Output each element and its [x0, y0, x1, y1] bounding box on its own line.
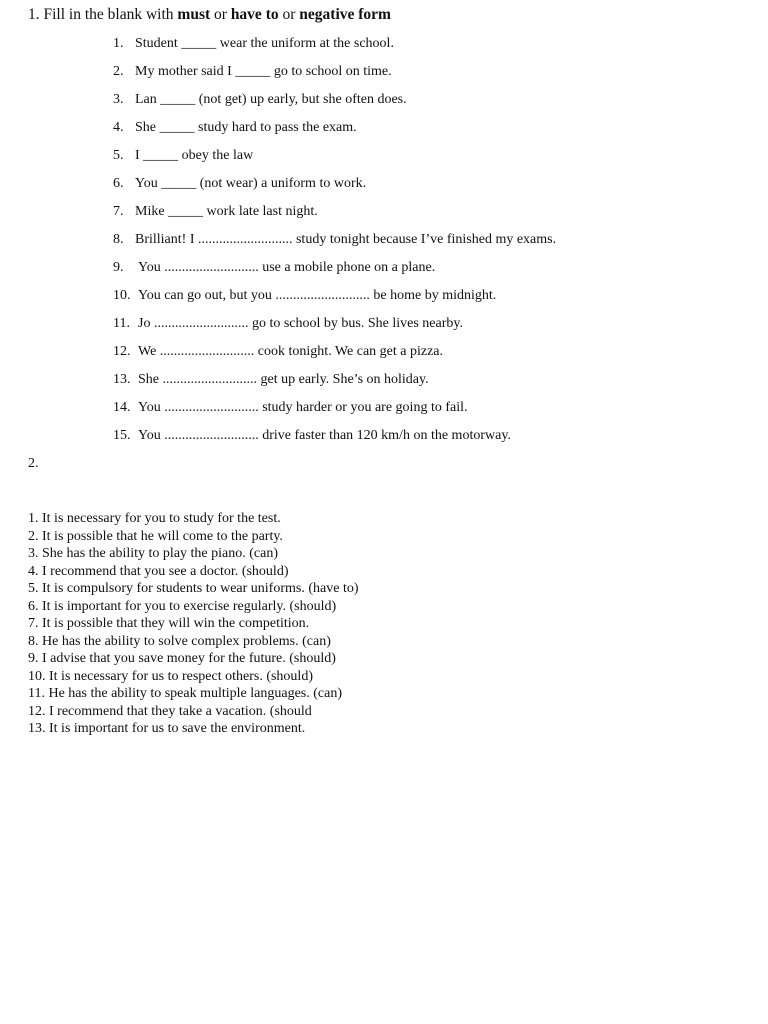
- item-number: 11.: [113, 316, 130, 331]
- list-item: [113, 426, 753, 454]
- item-number: 3.: [113, 92, 124, 107]
- list-item: 13. It is important for us to save the environment.: [28, 721, 306, 736]
- heading-separator-2: or: [278, 6, 300, 23]
- item-number: 9.: [113, 260, 124, 275]
- list-item: [113, 174, 753, 202]
- list-item: [113, 62, 753, 90]
- item-number: 1.: [113, 36, 124, 51]
- item-text: Lan _____ (not get) up early, but she often does.: [135, 92, 407, 107]
- heading-word-must: must: [177, 6, 211, 23]
- list-item: [113, 342, 753, 370]
- list-item: 9. I advise that you save money for the future. (should): [28, 651, 336, 666]
- list-item: 11. He has the ability to speak multiple languages. (can): [28, 686, 343, 701]
- item-number: 12.: [113, 344, 131, 359]
- list-item: 7. It is possible that they will win the competition.: [28, 616, 310, 631]
- list-item: 6. It is important for you to exercise regularly. (should): [28, 598, 337, 614]
- list-item: [113, 314, 753, 342]
- item-number: 7.: [113, 204, 124, 219]
- item-number: 4.: [113, 120, 124, 135]
- item-text: You ........................... study harder or you are going to fail.: [138, 400, 468, 415]
- list-item: [113, 34, 753, 62]
- list-item: 10. It is necessary for us to respect others. (should): [28, 668, 313, 684]
- item-text: You can go out, but you ........................... be home by midnight.: [138, 288, 497, 303]
- list-item: 12. I recommend that they take a vacation. (should: [28, 703, 312, 719]
- heading-separator-1: or: [210, 6, 231, 23]
- item-text: Student _____ wear the uniform at the school.: [135, 36, 394, 51]
- item-number: 8.: [113, 232, 124, 247]
- list-item: 2. It is possible that he will come to the party.: [28, 528, 283, 544]
- item-text: She _____ study hard to pass the exam.: [135, 120, 357, 135]
- heading-word-have-to: have to: [230, 6, 279, 23]
- item-text: You ........................... use a mobile phone on a plane.: [138, 260, 436, 275]
- list-item: [113, 230, 753, 258]
- item-text: I _____ obey the law: [135, 148, 254, 163]
- item-text: Jo ........................... go to school by bus. She lives nearby.: [138, 316, 463, 331]
- list-item: [113, 118, 753, 146]
- item-number: 2.: [113, 64, 124, 79]
- item-number: 13.: [113, 372, 131, 387]
- item-number: 5.: [113, 148, 124, 163]
- exercise-2-label: 2.: [28, 456, 39, 471]
- list-item: 4. I recommend that you see a doctor. (should): [28, 563, 289, 579]
- list-item: 8. He has the ability to solve complex problems. (can): [28, 633, 331, 649]
- list-item: [113, 370, 753, 398]
- list-item: [113, 90, 753, 118]
- list-item: [113, 146, 753, 174]
- list-item: [113, 202, 753, 230]
- item-text: We ........................... cook tonight. We can get a pizza.: [138, 344, 444, 359]
- item-text: She ........................... get up early. She’s on holiday.: [138, 372, 429, 387]
- list-item: [113, 398, 753, 426]
- heading-word-negative-form: negative form: [299, 6, 391, 23]
- item-text: You _____ (not wear) a uniform to work.: [135, 176, 367, 191]
- item-text: Mike _____ work late last night.: [135, 204, 318, 219]
- item-number: 15.: [113, 428, 131, 443]
- list-item: [113, 258, 753, 286]
- exercise-2-list: [28, 510, 748, 738]
- item-text: My mother said I _____ go to school on time.: [135, 64, 392, 79]
- list-item: [113, 286, 753, 314]
- item-text: Brilliant! I ........................... study tonight because I’ve finished my exams.: [135, 232, 557, 247]
- item-number: 6.: [113, 176, 124, 191]
- heading-prefix: 1. Fill in the blank with: [28, 6, 178, 23]
- item-text: You ........................... drive faster than 120 km/h on the motorway.: [138, 428, 511, 443]
- exercise-1-heading: [28, 5, 391, 25]
- exercise-1-list: [113, 34, 753, 454]
- list-item: 5. It is compulsory for students to wear uniforms. (have to): [28, 581, 359, 596]
- list-item: 1. It is necessary for you to study for the test.: [28, 511, 281, 526]
- item-number: 14.: [113, 400, 131, 415]
- item-number: 10.: [113, 288, 131, 303]
- list-item: 3. She has the ability to play the piano. (can): [28, 546, 278, 561]
